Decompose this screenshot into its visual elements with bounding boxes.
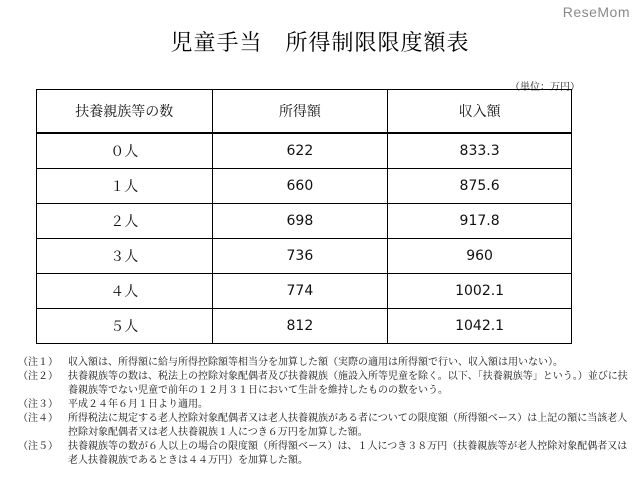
note-label: （注５）	[18, 441, 58, 452]
cell-income: 736	[212, 239, 388, 274]
cell-dependents: ２人	[37, 204, 213, 239]
cell-revenue: 1042.1	[388, 309, 572, 344]
watermark-logo: ReseMom	[562, 4, 630, 20]
note-text: 収入額は、所得額に給与所得控除額等相当分を加算した額（実際の適用は所得額で行い、収入額は用いない）。	[68, 357, 563, 368]
table-row	[37, 274, 572, 309]
note-text: 扶養親族等の数が６人以上の場合の限度額（所得額ベース）は、１人につき３８万円（扶養親族等が老人控除対象配偶者又は老人扶養親族であるときは４４万円）を加算した額。	[68, 441, 628, 466]
cell-revenue: 917.8	[388, 204, 572, 239]
note-item	[18, 398, 630, 412]
notes-section	[18, 356, 630, 468]
cell-income: 660	[212, 169, 388, 204]
income-limit-table	[36, 89, 572, 344]
table-row	[37, 309, 572, 344]
cell-income: 698	[212, 204, 388, 239]
cell-dependents: ３人	[37, 239, 213, 274]
note-label: （注３）	[18, 399, 58, 410]
table-row	[37, 133, 572, 169]
cell-revenue: 960	[388, 239, 572, 274]
cell-revenue: 1002.1	[388, 274, 572, 309]
note-item	[18, 370, 630, 398]
note-label: （注１）	[18, 357, 58, 368]
note-text: 平成２４年６月１日より適用。	[68, 399, 208, 410]
cell-income: 812	[212, 309, 388, 344]
header-dependents: 扶養親族等の数	[37, 90, 213, 134]
cell-dependents: ５人	[37, 309, 213, 344]
unit-label: （単位：万円）	[510, 82, 580, 93]
cell-revenue: 875.6	[388, 169, 572, 204]
header-revenue: 収入額	[388, 90, 572, 134]
cell-revenue: 833.3	[388, 133, 572, 169]
cell-dependents: ０人	[37, 133, 213, 169]
note-label: （注２）	[18, 371, 58, 382]
table-row	[37, 204, 572, 239]
cell-dependents: １人	[37, 169, 213, 204]
table-header-row	[37, 90, 572, 134]
cell-dependents: ４人	[37, 274, 213, 309]
table-row	[37, 169, 572, 204]
note-text: 扶養親族等の数は、税法上の控除対象配偶者及び扶養親族（施設入所等児童を除く。以下、「扶養親族等」という。）並びに扶養親族等でない児童で前年の１２月３１日において生計を維持したものの数をいう。	[68, 371, 628, 396]
table-row	[37, 239, 572, 274]
page-title: 児童手当 所得制限限度額表	[170, 31, 470, 56]
cell-income: 622	[212, 133, 388, 169]
note-item	[18, 356, 630, 370]
header-income: 所得額	[212, 90, 388, 134]
note-item	[18, 412, 630, 440]
cell-income: 774	[212, 274, 388, 309]
note-item	[18, 440, 630, 468]
note-label: （注４）	[18, 413, 58, 424]
note-text: 所得税法に規定する老人控除対象配偶者又は老人扶養親族がある者についての限度額（所得額ベース）は上記の額に当該老人控除対象配偶者又は老人扶養親族１人につき６万円を加算した額。	[68, 413, 628, 438]
